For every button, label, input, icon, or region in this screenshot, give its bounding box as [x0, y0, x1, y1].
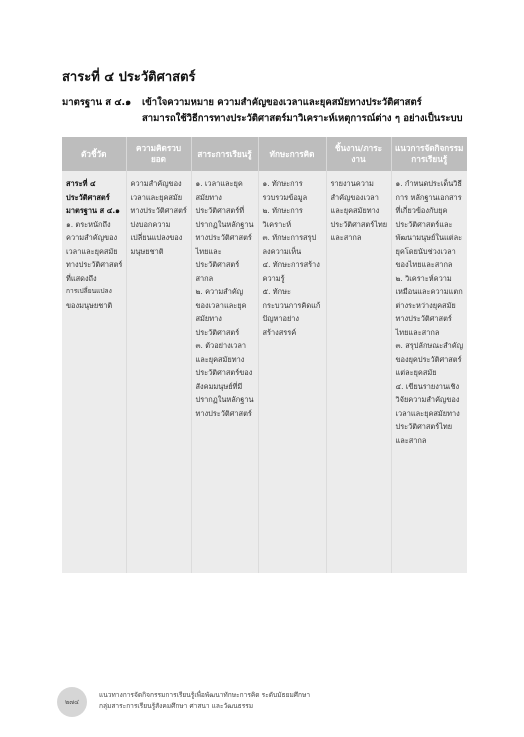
page-number-badge: ๒๗๔	[57, 687, 87, 717]
standard-statement	[62, 95, 472, 127]
strand-name: ประวัติศาสตร์	[66, 192, 110, 202]
standard-line-2: สามารถใช้วิธีการทางประวัติศาสตร์มาวิเคราะห์เหตุการณ์ต่าง ๆ อย่างเป็นระบบ	[142, 113, 463, 124]
skill-item: ๓. ทักษะการสรุปลงความเห็น	[262, 233, 317, 256]
strand-label: สาระที่ ๔	[66, 179, 96, 188]
cell-activities	[391, 171, 467, 573]
header-work-task: ชิ้นงาน/ภาระงาน	[326, 137, 391, 171]
skill-item: ๔. ทักษะการสร้างความรู้	[262, 260, 320, 283]
table-row	[62, 171, 467, 573]
footer-line-1: แนวทางการจัดกิจกรรมการเรียนรู้เพื่อพัฒนาทักษะการคิด ระดับมัธยมศึกษา	[99, 691, 311, 699]
activity-item: ๒. วิเคราะห์ความเหมือนและความแตกต่างระหว่างยุคสมัยทางประวัติศาสตร์ไทยและสากล	[395, 273, 463, 337]
activity-item: ๔. เขียนรายงานเชิงวิจัยความสำคัญของเวลาและยุคสมัยทางประวัติศาสตร์ไทยและสากล	[395, 381, 460, 445]
indicator-small-text: การเปลี่ยนแปลง	[66, 287, 112, 295]
content-item: ๑. เวลาและยุคสมัยทางประวัติศาสตร์ที่ปรากฏในหลักฐานทางประวัติศาสตร์ไทยและประวัติศาสตร์สากล	[195, 179, 254, 283]
table-header-row	[62, 137, 467, 171]
header-content: สาระการเรียนรู้	[191, 137, 258, 171]
activity-item: ๑. กำหนดประเด็นวิธีการ หลักฐานเอกสารที่เกี่ยวข้องกับยุคประวัติศาสตร์และพัฒนามนุษย์ในแต่ละยุคโดยนับช่วงเวลาของไทยและสากล	[395, 179, 463, 269]
work-task-text: รายงานความสำคัญของเวลาและยุคสมัยทางประวัติศาสตร์ไทยและสากล	[330, 179, 388, 242]
indicator-text: ๑. ตระหนักถึงความสำคัญของเวลาและยุคสมัยทางประวัติศาสตร์ที่แสดงถึง	[66, 219, 123, 283]
skill-item: ๑. ทักษะการรวบรวมข้อมูล	[262, 179, 308, 202]
section-title: สาระที่ ๔ ประวัติศาสตร์	[62, 70, 196, 85]
standard-code: มาตรฐาน ส ๔.๑	[62, 97, 132, 108]
content-item: ๒. ความสำคัญของเวลาและยุคสมัยทางประวัติศาสตร์	[195, 287, 247, 337]
header-concept: ความคิดรวบยอด	[126, 137, 191, 171]
concept-text: ความสำคัญของเวลาและยุคสมัยทางประวัติศาสตร์บ่งบอกความเปลี่ยนแปลงของมนุษยชาติ	[130, 179, 187, 256]
cell-content	[191, 171, 258, 573]
cell-concept	[126, 171, 191, 573]
indicator-end-text: ของมนุษยชาติ	[66, 300, 113, 310]
footer-text	[99, 690, 310, 712]
cell-thinking-skills	[258, 171, 326, 573]
activity-item: ๓. สรุปลักษณะสำคัญของยุคประวัติศาสตร์แต่ละยุคสมัย	[395, 341, 464, 377]
footer-line-2: กลุ่มสาระการเรียนรู้สังคมศึกษา ศาสนา และวัฒนธรรม	[99, 702, 254, 710]
learning-table	[62, 137, 467, 573]
header-activities: แนวการจัดกิจกรรมการเรียนรู้	[391, 137, 467, 171]
header-indicator: ตัวชี้วัด	[62, 137, 126, 171]
standard-line-1: เข้าใจความหมาย ความสำคัญของเวลาและยุคสมัยทางประวัติศาสตร์	[142, 97, 422, 108]
skill-item: ๕. ทักษะกระบวนการคิดแก้ปัญหาอย่างสร้างสรรค์	[262, 287, 321, 337]
header-thinking-skills: ทักษะการคิด	[258, 137, 326, 171]
content-item: ๓. ตัวอย่างเวลาและยุคสมัยทางประวัติศาสตร์ของสังคมมนุษย์ที่มีปรากฏในหลักฐานทางประวัติศาสตร์	[195, 341, 254, 418]
standard-label: มาตรฐาน ส ๔.๑	[66, 206, 120, 215]
cell-work-task	[326, 171, 391, 573]
cell-indicator	[62, 171, 126, 573]
skill-item: ๒. ทักษะการวิเคราะห์	[262, 206, 303, 229]
